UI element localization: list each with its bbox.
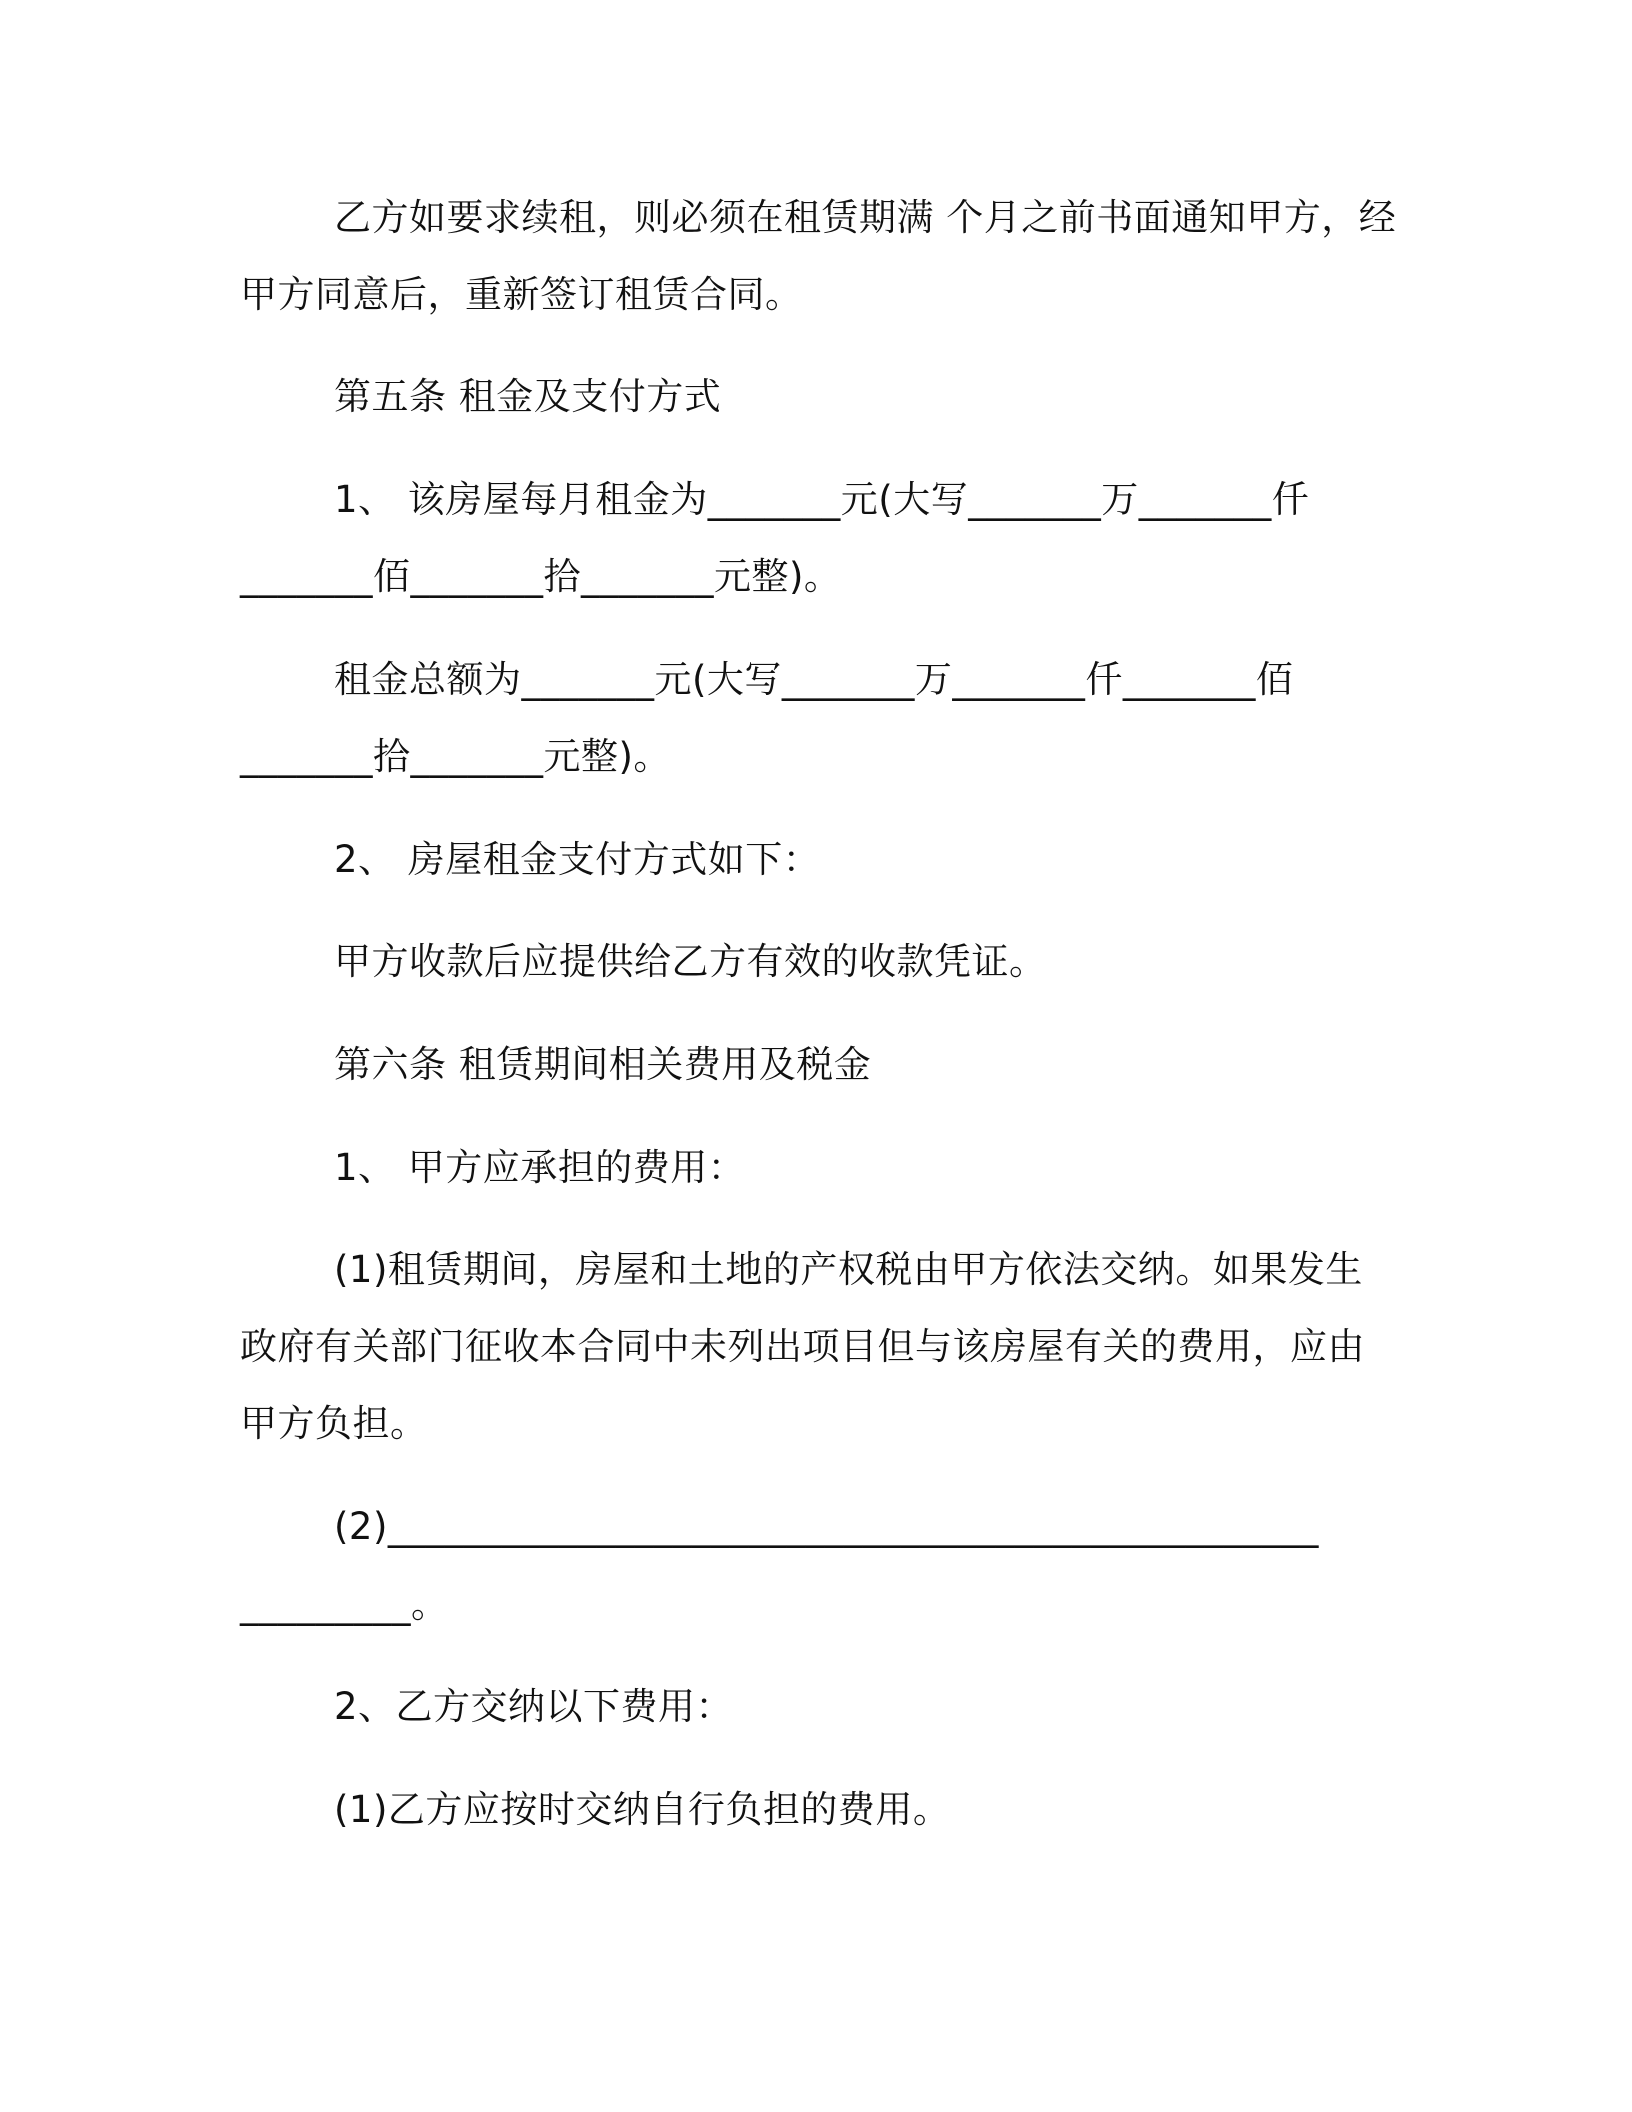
property-tax-line-3: 甲方负担。 <box>240 1402 428 1445</box>
article-5-heading: 第五条 租金及支付方式 <box>334 375 722 418</box>
renewal-paragraph-line-1: 乙方如要求续租，则必须在租赁期满 个月之前书面通知甲方，经 <box>334 196 1397 239</box>
property-tax-line-2: 政府有关部门征收本合同中未列出项目但与该房屋有关的费用，应由 <box>240 1325 1365 1368</box>
payment-method-item: 2、 房屋租金支付方式如下： <box>334 838 821 881</box>
receipt-paragraph: 甲方收款后应提供给乙方有效的收款凭证。 <box>334 940 1047 983</box>
party-b-fees-item: 2、乙方交纳以下费用： <box>334 1685 734 1728</box>
total-rent-line-1: 租金总额为_______元(大写_______万_______仟_______佰 <box>334 658 1294 701</box>
blank-item-2-line-2: _________。 <box>240 1583 449 1626</box>
party-a-fees-item: 1、 甲方应承担的费用： <box>334 1146 746 1189</box>
monthly-rent-line-1: 1、 该房屋每月租金为_______元(大写_______万_______仟 <box>334 478 1310 521</box>
monthly-rent-line-2: _______佰_______拾_______元整)。 <box>240 555 842 598</box>
party-b-fees-sub-item-1: (1)乙方应按时交纳自行负担的费用。 <box>334 1788 951 1831</box>
article-6-heading: 第六条 租赁期间相关费用及税金 <box>334 1043 872 1086</box>
renewal-paragraph-line-2: 甲方同意后，重新签订租赁合同。 <box>240 273 803 316</box>
total-rent-line-2: _______拾_______元整)。 <box>240 735 671 778</box>
property-tax-line-1: (1)租赁期间，房屋和土地的产权税由甲方依法交纳。如果发生 <box>334 1248 1363 1291</box>
blank-item-2-line-1: (2)_________________________________________________ <box>334 1505 1319 1548</box>
